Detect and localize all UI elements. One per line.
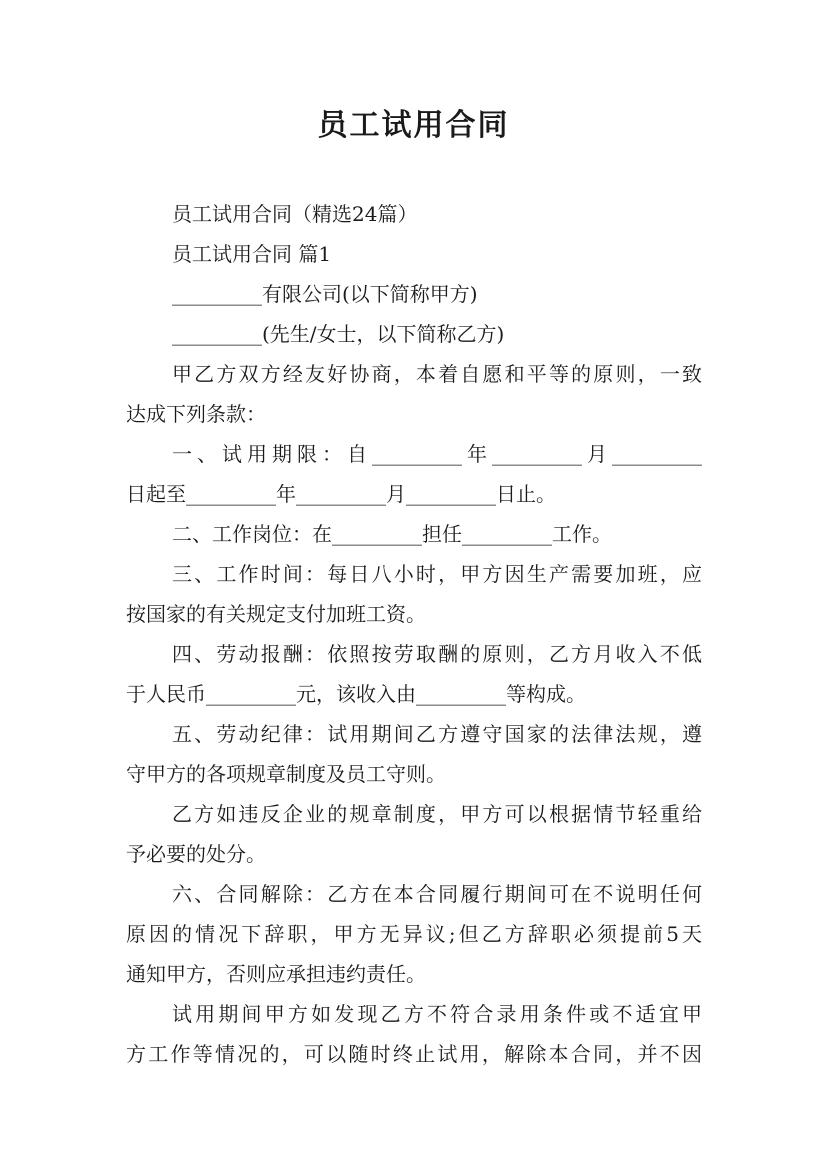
party-b-line: _________(先生/女士，以下简称乙方)	[172, 322, 505, 346]
document-title: 员工试用合同	[317, 108, 510, 143]
paragraph-line: 日起至_________年_________月_________日止。	[126, 482, 556, 506]
paragraph-line: 四、劳动报酬：依照按劳取酬的原则，乙方月收入不低	[172, 642, 702, 666]
subtitle-line: 员工试用合同（精选24篇）	[172, 202, 418, 226]
paragraph-line: 通知甲方，否则应承担违约责任。	[126, 962, 426, 986]
paragraph-line: 达成下列条款：	[126, 402, 266, 426]
section-heading: 员工试用合同 篇1	[172, 242, 332, 266]
paragraph-line: 方工作等情况的，可以随时终止试用，解除本合同，并不因	[126, 1042, 702, 1066]
paragraph-line: 甲乙方双方经友好协商，本着自愿和平等的原则，一致	[172, 362, 702, 386]
paragraph-line: 按国家的有关规定支付加班工资。	[126, 602, 426, 626]
paragraph-line: 二、工作岗位：在_________担任_________工作。	[172, 522, 612, 546]
paragraph-line: 试用期间甲方如发现乙方不符合录用条件或不适宜甲	[172, 1002, 702, 1026]
paragraph-line: 予必要的处分。	[126, 842, 266, 866]
paragraph-line: 三、工作时间：每日八小时，甲方因生产需要加班，应	[172, 562, 702, 586]
paragraph-line: 于人民币_________元，该收入由_________等构成。	[126, 682, 586, 706]
party-a-line: _________有限公司(以下简称甲方)	[172, 282, 478, 306]
paragraph-line: 六、合同解除：乙方在本合同履行期间可在不说明任何	[172, 882, 702, 906]
paragraph-line: 一、试用期限：自_________年_________月_________	[172, 442, 702, 466]
paragraph-line: 乙方如违反企业的规章制度，甲方可以根据情节轻重给	[172, 802, 702, 826]
paragraph-line: 守甲方的各项规章制度及员工守则。	[126, 762, 446, 786]
paragraph-line: 五、劳动纪律：试用期间乙方遵守国家的法律法规，遵	[172, 722, 702, 746]
document-body	[126, 194, 702, 1074]
paragraph-line: 原因的情况下辞职，甲方无异议;但乙方辞职必须提前5天	[126, 922, 702, 946]
